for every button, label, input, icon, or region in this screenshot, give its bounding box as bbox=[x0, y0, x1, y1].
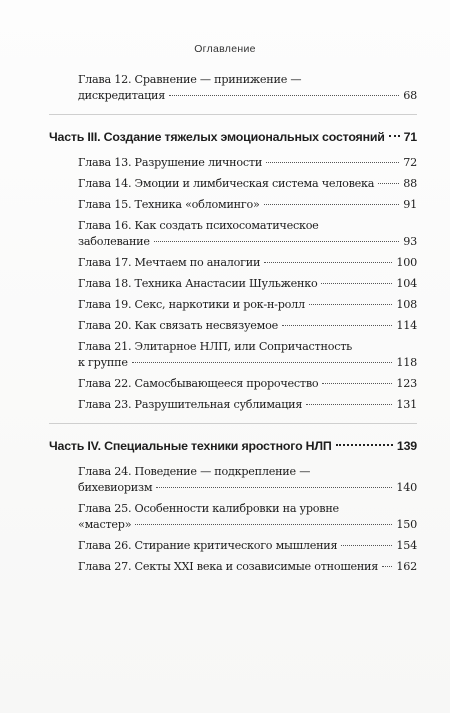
dot-leader bbox=[264, 204, 400, 205]
toc-entry[interactable] bbox=[49, 318, 417, 334]
toc-entry[interactable] bbox=[49, 297, 417, 313]
chapter-title: бихевиоризм bbox=[78, 481, 153, 494]
dot-leader bbox=[309, 304, 393, 305]
chapter-page-number: 72 bbox=[403, 156, 417, 169]
chapter-title-row bbox=[78, 176, 417, 192]
chapter-title-row bbox=[78, 517, 417, 533]
chapter-title-row bbox=[78, 480, 417, 496]
chapter-page-number: 123 bbox=[396, 377, 417, 390]
chapter-title: Глава 27. Секты XXI века и созависимые отношения bbox=[78, 560, 379, 573]
chapter-title-line1: Глава 12. Сравнение — принижение — bbox=[78, 73, 302, 86]
part-title: Часть IV. Специальные техники яростного НЛП bbox=[49, 439, 332, 453]
chapter-title-line1: Глава 25. Особенности калибровки на уровне bbox=[78, 502, 339, 515]
toc-entry[interactable] bbox=[49, 376, 417, 392]
toc-entry[interactable] bbox=[49, 339, 417, 371]
chapter-title-line1: Глава 21. Элитарное НЛП, или Сопричастность bbox=[78, 340, 352, 353]
toc-entry[interactable] bbox=[49, 155, 417, 171]
dot-leader bbox=[378, 183, 399, 184]
dot-leader bbox=[169, 95, 399, 96]
chapter-title: заболевание bbox=[78, 235, 150, 248]
chapter-title-row bbox=[78, 197, 417, 213]
dot-leader bbox=[389, 135, 400, 137]
chapter-title: Глава 19. Секс, наркотики и рок-н-ролл bbox=[78, 298, 305, 311]
toc-entry[interactable] bbox=[49, 559, 417, 575]
chapter-page-number: 88 bbox=[403, 177, 417, 190]
chapter-page-number: 114 bbox=[396, 319, 417, 332]
dot-leader bbox=[156, 487, 392, 488]
chapter-title-row bbox=[78, 234, 417, 250]
chapter-page-number: 162 bbox=[396, 560, 417, 573]
chapter-title-row bbox=[78, 559, 417, 575]
dot-leader bbox=[306, 404, 392, 405]
chapter-title-row bbox=[78, 376, 417, 392]
dot-leader bbox=[336, 444, 393, 446]
dot-leader bbox=[282, 325, 392, 326]
chapter-page-number: 140 bbox=[396, 481, 417, 494]
part-heading[interactable] bbox=[49, 127, 417, 147]
part-separator bbox=[49, 423, 417, 424]
toc-entry[interactable] bbox=[49, 501, 417, 533]
chapter-title-line1: Глава 16. Как создать психосоматическое bbox=[78, 219, 319, 232]
chapter-title: Глава 23. Разрушительная сублимация bbox=[78, 398, 303, 411]
chapter-title-row bbox=[78, 255, 417, 271]
chapter-title-row bbox=[78, 355, 417, 371]
chapter-page-number: 118 bbox=[396, 356, 417, 369]
chapter-page-number: 154 bbox=[396, 539, 417, 552]
toc-entry[interactable] bbox=[49, 72, 417, 104]
chapter-title-row bbox=[78, 155, 417, 171]
chapter-title-row bbox=[78, 276, 417, 292]
chapter-page-number: 104 bbox=[396, 277, 417, 290]
chapter-page-number: 68 bbox=[403, 89, 417, 102]
toc-entry[interactable] bbox=[49, 218, 417, 250]
chapter-title: Глава 22. Самосбывающееся пророчество bbox=[78, 377, 319, 390]
chapter-title: к группе bbox=[78, 356, 128, 369]
chapter-title: Глава 26. Стирание критического мышления bbox=[78, 539, 338, 552]
chapter-title-line1: Глава 24. Поведение — подкрепление — bbox=[78, 465, 311, 478]
toc-entry[interactable] bbox=[49, 538, 417, 554]
chapter-title: «мастер» bbox=[78, 518, 132, 531]
chapter-title-row bbox=[78, 88, 417, 104]
chapter-page-number: 91 bbox=[403, 198, 417, 211]
part-heading[interactable] bbox=[49, 436, 417, 456]
chapter-page-number: 100 bbox=[396, 256, 417, 269]
table-of-contents bbox=[49, 72, 417, 580]
toc-entry[interactable] bbox=[49, 276, 417, 292]
dot-leader bbox=[264, 262, 392, 263]
dot-leader bbox=[132, 362, 393, 363]
toc-entry[interactable] bbox=[49, 255, 417, 271]
toc-entry[interactable] bbox=[49, 197, 417, 213]
toc-entry[interactable] bbox=[49, 176, 417, 192]
chapter-title: Глава 14. Эмоции и лимбическая система человека bbox=[78, 177, 375, 190]
dot-leader bbox=[266, 162, 399, 163]
part-title: Часть III. Создание тяжелых эмоциональных состояний bbox=[49, 130, 385, 144]
part-page-number: 139 bbox=[396, 439, 417, 453]
part-page-number: 71 bbox=[403, 130, 417, 144]
dot-leader bbox=[322, 383, 392, 384]
chapter-title-row bbox=[78, 318, 417, 334]
toc-entry[interactable] bbox=[49, 397, 417, 413]
page-header-title: Оглавление bbox=[194, 43, 256, 55]
chapter-title: Глава 18. Техника Анастасии Шульженко bbox=[78, 277, 318, 290]
chapter-title: Глава 13. Разрушение личности bbox=[78, 156, 263, 169]
chapter-page-number: 93 bbox=[403, 235, 417, 248]
dot-leader bbox=[321, 283, 392, 284]
chapter-title-row bbox=[78, 297, 417, 313]
dot-leader bbox=[135, 524, 392, 525]
chapter-title: Глава 20. Как связать несвязуемое bbox=[78, 319, 278, 332]
dot-leader bbox=[382, 566, 392, 567]
chapter-page-number: 131 bbox=[396, 398, 417, 411]
chapter-title: Глава 15. Техника «обломинго» bbox=[78, 198, 260, 211]
chapter-title: дискредитация bbox=[78, 89, 166, 102]
chapter-title: Глава 17. Мечтаем по аналогии bbox=[78, 256, 261, 269]
chapter-title-row bbox=[78, 538, 417, 554]
part-separator bbox=[49, 114, 417, 115]
dot-leader bbox=[154, 241, 400, 242]
chapter-page-number: 150 bbox=[396, 518, 417, 531]
chapter-title-row bbox=[78, 397, 417, 413]
toc-entry[interactable] bbox=[49, 464, 417, 496]
dot-leader bbox=[341, 545, 392, 546]
chapter-page-number: 108 bbox=[396, 298, 417, 311]
